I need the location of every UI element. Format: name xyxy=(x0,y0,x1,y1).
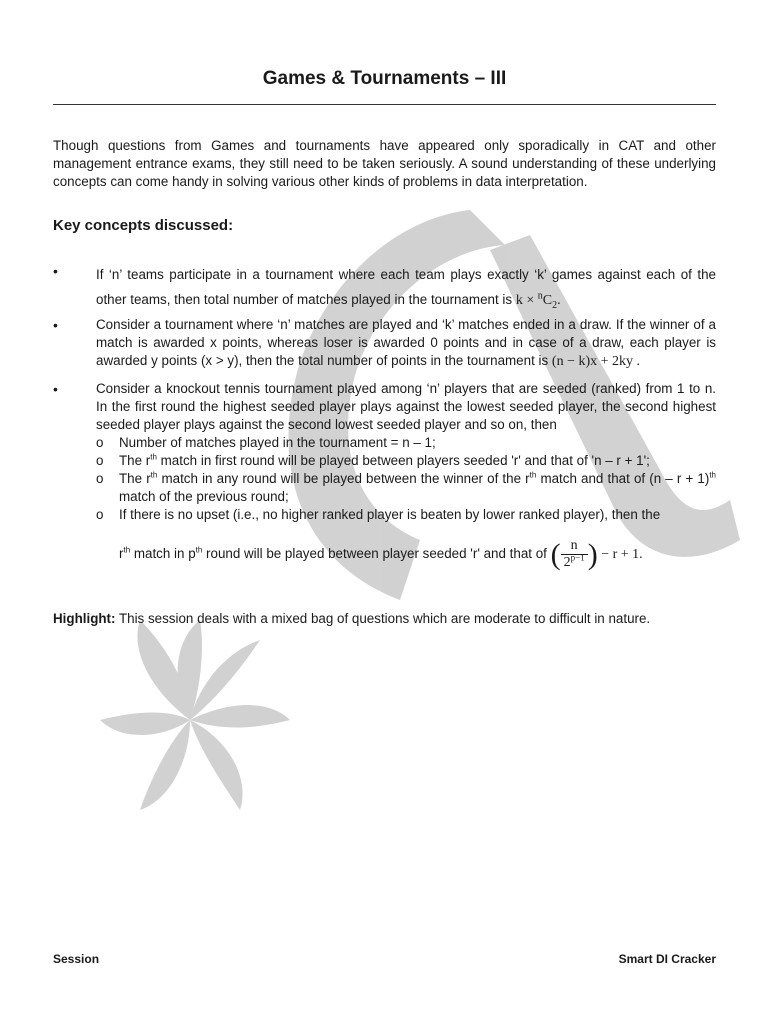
bullet-item xyxy=(53,262,716,318)
sub-item: o Number of matches played in the tournament = n – 1; xyxy=(96,435,436,450)
sub-marker: o xyxy=(96,435,104,450)
footer-session: Session xyxy=(53,952,100,966)
formula-matches: $k \times ^nC_2$. xyxy=(515,290,561,311)
bullet-item xyxy=(53,316,716,371)
sub-item: o The $r^{th}$ match in first round will be played between players seeded 'r' and that of 'n – r + 1'; xyxy=(96,452,650,468)
sub-marker: o xyxy=(96,471,104,486)
bullet-text: If ‘n’ teams participate in a tournament where each team plays exactly ‘k’ games against each of the other teams, then total number of matches played in the tournament is xyxy=(96,267,716,307)
sub-item-formula: $r^{th}$ match in $p^{th}$ round will be played between player seeded 'r' and that of ( $\frac{n}{2^{p-1}}$ ) − r + 1. xyxy=(119,537,643,571)
sub-marker: o xyxy=(96,453,104,468)
highlight-text: This session deals with a mixed bag of questions which are moderate to difficult in nature. xyxy=(115,611,651,626)
sub-item: o If there is no upset (i.e., no higher ranked player is beaten by lower ranked player), then the xyxy=(96,507,661,522)
section-heading: Key concepts discussed: xyxy=(53,217,234,234)
intro-paragraph: Though questions from Games and tournaments have appeared only sporadically in CAT and other management entrance exams, they still need to be taken seriously. A sound understanding of these underlying concepts can come handy in solving various other kinds of problems in data interpretation. xyxy=(53,138,716,189)
page-title: Games & Tournaments – III xyxy=(262,68,507,89)
sub-marker: o xyxy=(96,507,104,522)
highlight-label: Highlight: xyxy=(53,611,116,626)
formula-seed: ( $\frac{n}{2^{p-1}}$ ) − r + 1. xyxy=(550,537,643,571)
bullet-text: Consider a knockout tennis tournament played among ‘n’ players that are seeded (ranked) from 1 to n. In the first round the highest seeded player plays against the lowest seeded player, the second highest seeded player plays against the second lowest seeded player and so on, then xyxy=(96,381,716,432)
formula-points: (n − k)x + 2ky . xyxy=(551,354,641,369)
bullet-symbol: • xyxy=(53,317,58,333)
bullet-item xyxy=(53,380,716,575)
title-divider xyxy=(53,104,716,105)
bullet-symbol: • xyxy=(53,381,58,397)
sub-item: o The $r^{th}$ match in any round will be played between the winner of the $r^{th}$ match and that of $(n - r + 1)^{th}$ match of the previous round; xyxy=(96,470,716,504)
footer-book-title: Smart DI Cracker xyxy=(618,952,716,966)
bullet-symbol: • xyxy=(53,263,58,279)
bullet-text: Consider a tournament where ‘n’ matches are played and ‘k’ matches ended in a draw. If the winner of a match is awarded x points, whereas loser is awarded 0 points and in case of a draw, each player is awarded y points (x > y), then the total number of points in the tournament is xyxy=(96,317,716,368)
page-content xyxy=(53,0,716,1024)
highlight-note xyxy=(53,610,716,628)
